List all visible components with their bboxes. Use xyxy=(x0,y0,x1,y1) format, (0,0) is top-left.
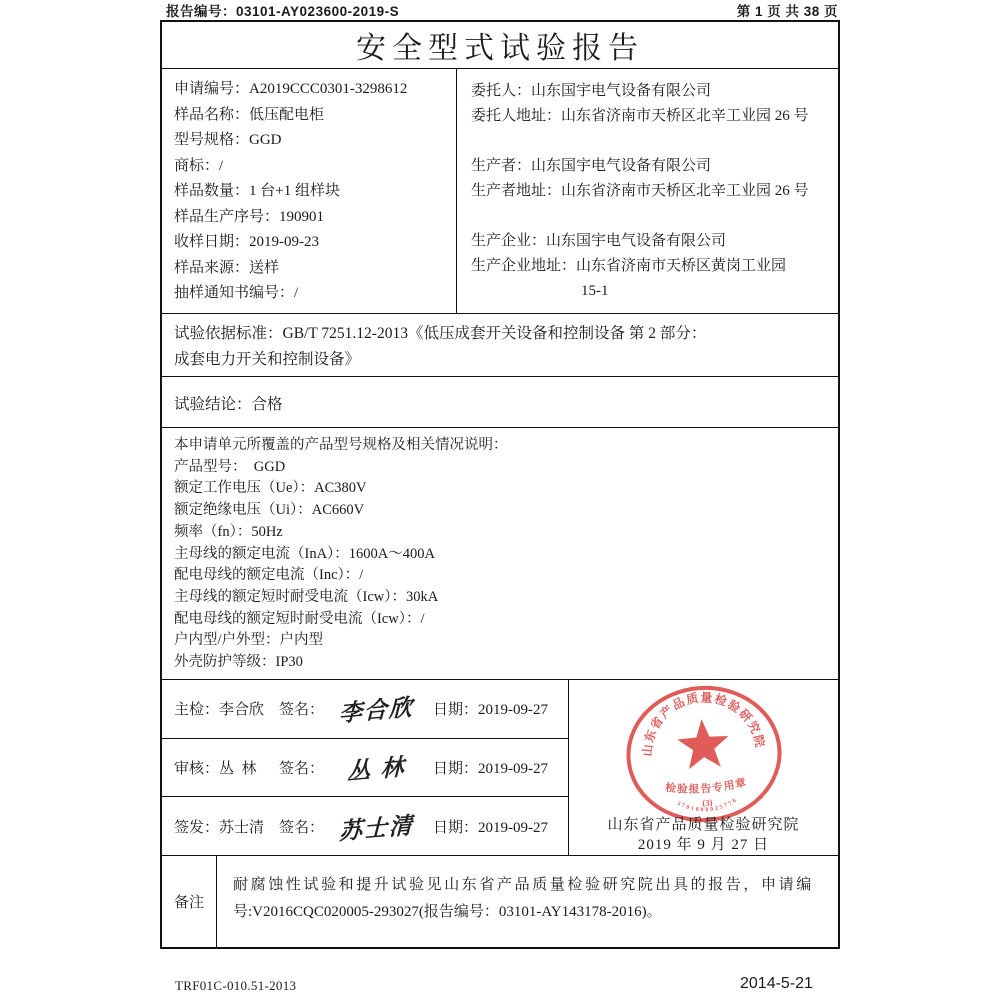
report-table xyxy=(160,20,840,949)
manufacturer: 生产企业：山东国宇电气设备有限公司 xyxy=(471,233,727,249)
producer-address: 生产者地址：山东省济南市天桥区北辛工业园 26 号 xyxy=(471,183,809,199)
parties-info-cell xyxy=(457,69,838,313)
report-number: 报告编号：03101-AY023600-2019-S xyxy=(166,4,400,19)
test-standard-line2: 成套电力开关和控制设备》 xyxy=(174,351,361,368)
spacer xyxy=(471,204,832,229)
spacer xyxy=(471,129,832,154)
ip-rating: 外壳防护等级：IP30 xyxy=(174,654,303,671)
sample-name: 样品名称：低压配电柜 xyxy=(174,106,325,123)
producer: 生产者：山东国宇电气设备有限公司 xyxy=(471,158,712,174)
chief-inspector-signature: 李合欣 xyxy=(338,693,415,727)
sample-source: 样品来源：送样 xyxy=(174,259,280,276)
sample-serial-number: 样品生产序号：190901 xyxy=(174,208,325,225)
footer-document-code: TRF01C-010.51-2013 xyxy=(175,978,297,993)
issuing-date: 2019 年 9 月 27 日 xyxy=(637,837,770,853)
remark-label: 备注 xyxy=(162,856,217,947)
sample-info-left-cell xyxy=(162,69,457,313)
approver-name: 签发：苏士清 xyxy=(174,819,265,836)
report-title: 安全型式试验报告 xyxy=(356,32,644,65)
svg-text:检验报告专用章 xyxy=(664,775,749,798)
consignor: 委托人：山东国宇电气设备有限公司 xyxy=(471,83,712,99)
page-header xyxy=(160,0,840,20)
approver-signature: 苏士清 xyxy=(338,811,415,845)
signature-label: 签名： xyxy=(279,761,325,777)
coverage-statement: 本申请单元所覆盖的产品型号规格及相关情况说明： xyxy=(174,437,508,453)
seal-ring-text: 山东省产品质量检验研究院 xyxy=(640,690,768,757)
receive-date: 收样日期：2019-09-23 xyxy=(174,234,319,250)
seal-banner-text: 检验报告专用章 xyxy=(664,776,749,796)
manufacturer-address-line2: 15-1 xyxy=(581,283,609,299)
issuing-organization: 山东省产品质量检验研究院 xyxy=(607,817,800,833)
remark-text-line2: 号:V2016CQC020005-293027(报告编号：03101-AY143178-2016)。 xyxy=(233,904,662,920)
report-document xyxy=(160,0,840,949)
signature-rows xyxy=(162,680,569,855)
product-model: 产品型号： GGD xyxy=(174,458,286,475)
model-spec: 型号规格：GGD xyxy=(174,132,282,148)
rated-working-voltage: 额定工作电压（Ue）：AC380V xyxy=(174,480,367,497)
chief-inspector-date: 日期：2019-09-27 xyxy=(433,702,549,719)
test-conclusion: 试验结论：合格 xyxy=(162,376,838,427)
seal-serial-number: 3701008025778 xyxy=(675,796,740,814)
signature-label: 签名： xyxy=(279,819,325,836)
sampling-notice-number: 抽样通知书编号：/ xyxy=(174,285,299,301)
chief-inspector-name: 主检：李合欣 xyxy=(174,702,265,719)
footer-date: 2014-5-21 xyxy=(740,975,813,992)
sample-info-section xyxy=(162,68,838,313)
official-seal-icon xyxy=(618,679,789,830)
indoor-outdoor-type: 户内型/户外型：户内型 xyxy=(174,632,324,649)
test-standard-line1: 试验依据标准：GB/T 7251.12-2013《低压成套开关设备和控制设备 第 2 部分： xyxy=(174,325,707,342)
rated-insulation-voltage: 额定绝缘电压（Ui）：AC660V xyxy=(174,502,365,519)
distribution-busbar-rated-current: 配电母线的额定电流（Inc）：/ xyxy=(174,567,364,584)
seal-star-icon xyxy=(676,717,731,769)
main-busbar-withstand-current: 主母线的额定短时耐受电流（Icw）：30kA xyxy=(174,588,439,605)
trademark: 商标：/ xyxy=(174,157,224,174)
consignor-address: 委托人地址：山东省济南市天桥区北辛工业园 26 号 xyxy=(471,108,809,124)
reviewer-name: 审核：丛 林 xyxy=(174,761,257,777)
chief-inspector-row xyxy=(162,680,568,738)
manufacturer-address: 生产企业地址：山东省济南市天桥区黄岗工业园 xyxy=(471,258,787,274)
distribution-busbar-withstand-current: 配电母线的额定短时耐受电流（Icw）：/ xyxy=(174,610,425,627)
remark-section xyxy=(162,855,838,947)
signature-section xyxy=(162,679,838,855)
reviewer-row xyxy=(162,738,568,797)
reviewer-date: 日期：2019-09-27 xyxy=(433,761,549,777)
remark-content xyxy=(217,856,838,947)
seal-number: (3) xyxy=(701,797,713,808)
test-standard-section xyxy=(162,313,838,376)
approver-row xyxy=(162,796,568,855)
stamp-cell xyxy=(569,680,838,855)
main-busbar-rated-current: 主母线的额定电流（InA）：1600A～400A xyxy=(174,545,435,562)
product-spec-section xyxy=(162,427,838,679)
remark-text-line1: 耐腐蚀性试验和提升试验见山东省产品质量检验研究院出具的报告，申请编 xyxy=(233,877,814,893)
page-number-info: 第 1 页 共 38 页 xyxy=(736,4,838,19)
approver-date: 日期：2019-09-27 xyxy=(433,819,549,836)
application-number: 申请编号：A2019CCC0301-3298612 xyxy=(174,81,408,97)
signature-label: 签名： xyxy=(279,702,325,719)
reviewer-signature: 丛 林 xyxy=(347,753,406,785)
frequency: 频率（fn）：50Hz xyxy=(174,523,283,540)
sample-quantity: 样品数量：1 台+1 组样块 xyxy=(174,183,340,199)
